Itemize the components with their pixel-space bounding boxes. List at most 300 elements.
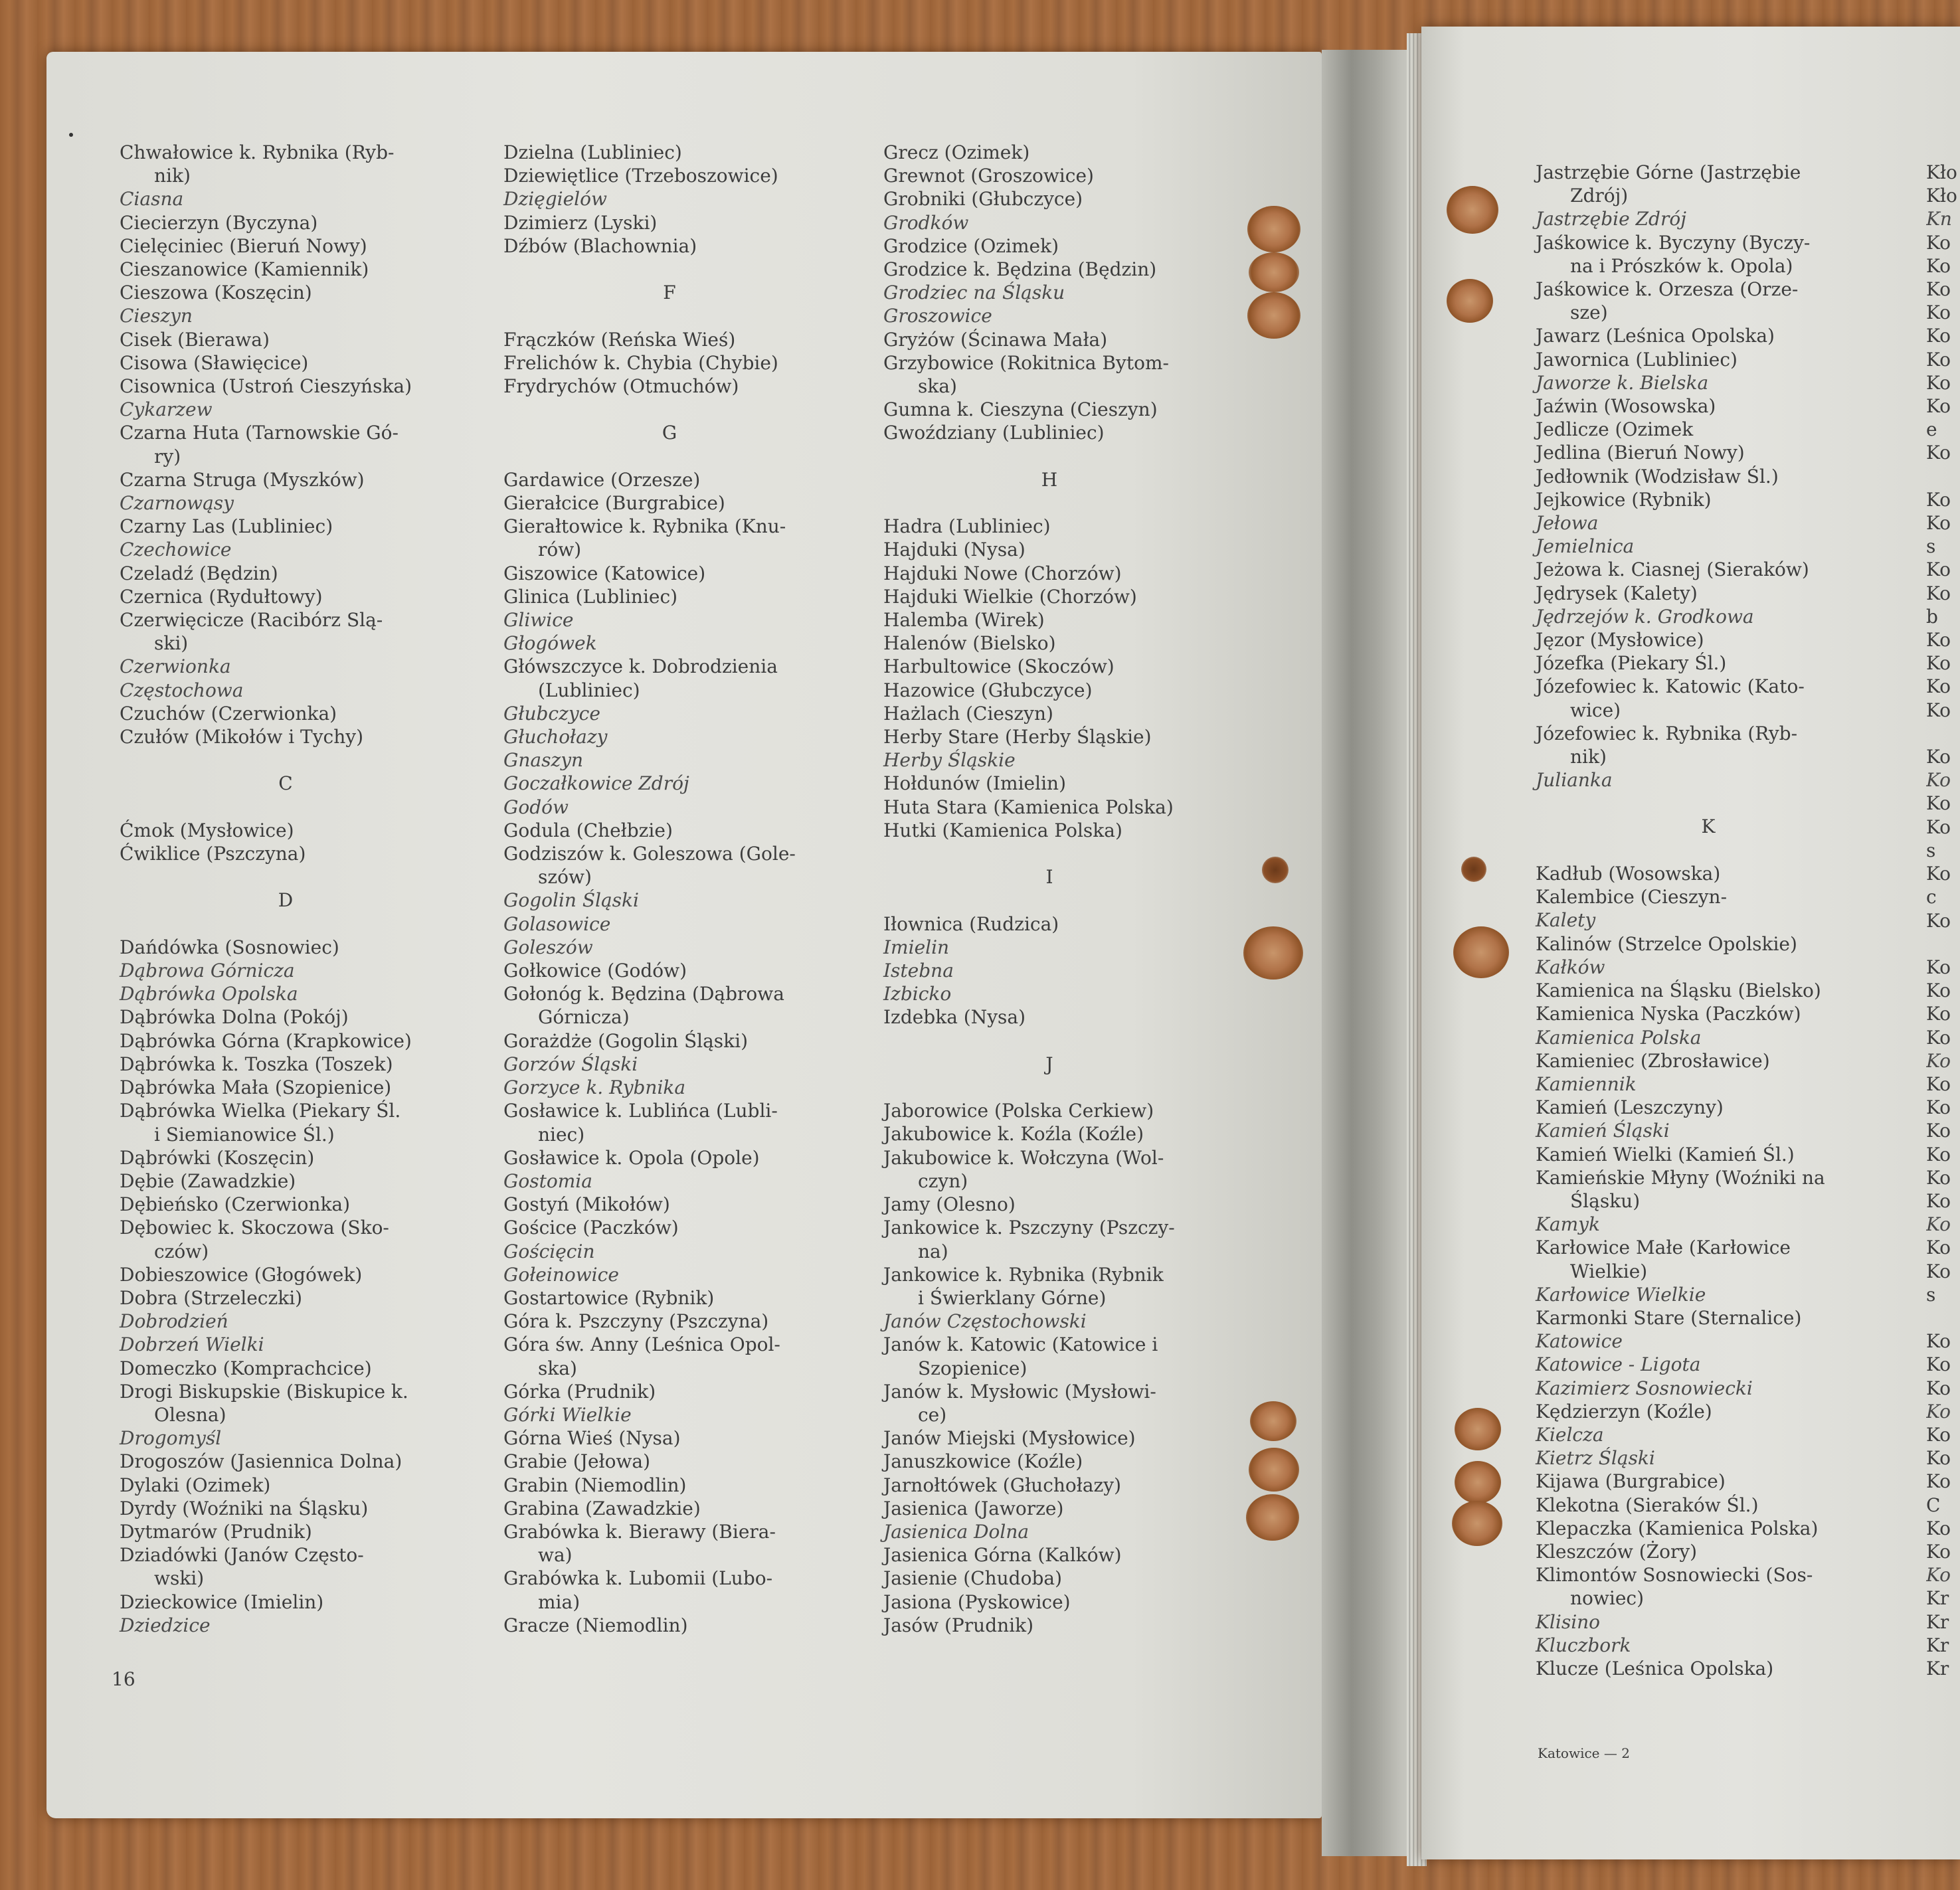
index-entry: Dzieckowice (Imielin) bbox=[120, 1590, 324, 1613]
index-entry: Gościęcin bbox=[503, 1240, 595, 1262]
index-entry: Dźbów (Blachownia) bbox=[503, 234, 697, 257]
section-letter: G bbox=[662, 422, 677, 444]
section-letter: I bbox=[1045, 866, 1053, 889]
index-entry: Jasiona (Pyskowice) bbox=[883, 1590, 1071, 1613]
index-entry: Góra k. Pszczyny (Pszczyna) bbox=[503, 1310, 769, 1333]
index-entry: Gryżów (Ścinawa Mała) bbox=[883, 328, 1108, 351]
index-entry: Dobrodzień bbox=[120, 1310, 228, 1333]
index-entry: Hajduki (Nysa) bbox=[883, 539, 1025, 561]
entry-continuation: i Świerklany Górne) bbox=[918, 1286, 1107, 1309]
index-entry: Grabina (Zawadzkie) bbox=[503, 1497, 701, 1519]
index-entry: Jarnołtówek (Głuchołazy) bbox=[883, 1474, 1122, 1496]
entry-continuation: czyn) bbox=[918, 1169, 968, 1192]
index-entry: Dyrdy (Woźniki na Śląsku) bbox=[120, 1497, 369, 1519]
index-entry: Izdebka (Nysa) bbox=[883, 1006, 1026, 1029]
index-entry: Ko bbox=[1926, 1540, 1951, 1563]
index-entry: Frelichów k. Chybia (Chybie) bbox=[503, 351, 778, 374]
index-entry: Grabin (Niemodlin) bbox=[503, 1474, 687, 1496]
index-entry: Janów k. Katowic (Katowice i bbox=[883, 1333, 1158, 1356]
index-entry: Kędzierzyn (Koźle) bbox=[1536, 1400, 1712, 1422]
signature-mark: Katowice — 2 bbox=[1538, 1745, 1630, 1761]
index-entry: Czerwięcicze (Racibórz Slą- bbox=[120, 609, 383, 632]
rust-stain bbox=[1243, 926, 1303, 980]
index-entry: Ko bbox=[1926, 1447, 1951, 1470]
rust-stain bbox=[1447, 279, 1493, 323]
index-entry: Dylaki (Ozimek) bbox=[120, 1474, 271, 1496]
rust-stain bbox=[1250, 1401, 1296, 1441]
entry-continuation: Szopienice) bbox=[918, 1357, 1027, 1379]
page-number: 16 bbox=[112, 1668, 135, 1690]
index-entry: Czarna Struga (Myszków) bbox=[120, 468, 365, 491]
entry-continuation: rów) bbox=[538, 539, 582, 561]
index-entry: Jamy (Olesno) bbox=[883, 1193, 1016, 1216]
index-entry: Jemielnica bbox=[1536, 535, 1635, 558]
index-entry: Cykarzew bbox=[120, 398, 213, 421]
index-entry: Iłownica (Rudzica) bbox=[883, 912, 1059, 935]
entry-continuation: Śląsku) bbox=[1570, 1189, 1641, 1212]
index-entry: Dąbrówka Mała (Szopienice) bbox=[120, 1076, 392, 1099]
index-entry: Czernica (Rydułtowy) bbox=[120, 585, 323, 608]
index-entry: Kło bbox=[1926, 185, 1957, 207]
index-entry: Groszowice bbox=[883, 305, 992, 327]
index-entry: Częstochowa bbox=[120, 679, 244, 701]
index-column-5-cut bbox=[1926, 161, 1960, 1680]
index-entry: Dąbrówka Dolna (Pokój) bbox=[120, 1006, 349, 1029]
index-column-2 bbox=[503, 141, 836, 1637]
index-entry: Goleszów bbox=[503, 936, 593, 958]
index-entry: s bbox=[1926, 1283, 1936, 1306]
index-entry: Kr bbox=[1926, 1634, 1949, 1656]
index-entry: Dobrzeń Wielki bbox=[120, 1333, 264, 1356]
index-entry: Czerwionka bbox=[120, 655, 231, 678]
index-entry: Ciecierzyn (Byczyna) bbox=[120, 211, 318, 234]
index-entry: Kamienica na Śląsku (Bielsko) bbox=[1536, 980, 1821, 1002]
index-entry: Jasów (Prudnik) bbox=[883, 1614, 1033, 1636]
index-entry: Frączków (Reńska Wieś) bbox=[503, 328, 736, 351]
index-entry: Drogoszów (Jasiennica Dolna) bbox=[120, 1450, 402, 1473]
rust-stain bbox=[1455, 1461, 1501, 1503]
index-entry: Kalety bbox=[1536, 909, 1596, 932]
index-entry: s bbox=[1926, 535, 1936, 558]
index-entry: Gorzyce k. Rybnika bbox=[503, 1076, 686, 1099]
index-entry: Dobieszowice (Głogówek) bbox=[120, 1263, 363, 1286]
index-entry: Gogolin Śląski bbox=[503, 889, 639, 912]
index-entry: Ko bbox=[1926, 1564, 1951, 1587]
index-entry: Dziewiętlice (Trzeboszowice) bbox=[503, 165, 778, 187]
index-entry bbox=[1926, 1306, 1960, 1330]
index-entry: Jedlina (Bieruń Nowy) bbox=[1536, 442, 1745, 464]
index-entry: Cieszowa (Koszęcin) bbox=[120, 282, 312, 304]
index-entry: Ko bbox=[1926, 792, 1951, 815]
entry-continuation: ska) bbox=[538, 1357, 577, 1379]
index-entry: Cielęciniec (Bieruń Nowy) bbox=[120, 234, 367, 257]
index-entry: Ko bbox=[1926, 909, 1951, 932]
index-entry: Dębie (Zawadzkie) bbox=[120, 1169, 296, 1192]
index-entry: Katowice bbox=[1536, 1330, 1623, 1353]
index-entry: Ko bbox=[1926, 1003, 1951, 1025]
index-entry: Ko bbox=[1926, 1143, 1951, 1165]
index-entry: Ko bbox=[1926, 1260, 1951, 1282]
entry-continuation: wski) bbox=[154, 1567, 205, 1590]
index-entry: Herby Stare (Herby Śląskie) bbox=[883, 726, 1152, 748]
index-entry bbox=[1926, 722, 1960, 745]
index-entry bbox=[1926, 932, 1960, 956]
index-entry: Czarna Huta (Tarnowskie Gó- bbox=[120, 422, 399, 444]
index-entry: Frydrychów (Otmuchów) bbox=[503, 375, 739, 398]
index-entry: Hazowice (Głubczyce) bbox=[883, 679, 1093, 701]
index-entry: Jaźwin (Wosowska) bbox=[1536, 395, 1716, 418]
entry-continuation: nik) bbox=[1570, 746, 1607, 768]
index-entry: Cisek (Bierawa) bbox=[120, 328, 270, 351]
index-entry: b bbox=[1926, 605, 1938, 628]
index-entry: Ko bbox=[1926, 301, 1951, 324]
entry-continuation: Olesna) bbox=[154, 1403, 226, 1426]
rust-stain bbox=[1249, 252, 1299, 292]
index-entry: Jastrzębie Górne (Jastrzębie bbox=[1536, 161, 1801, 183]
index-entry: Kamień Śląski bbox=[1536, 1120, 1670, 1142]
section-letter: D bbox=[278, 889, 294, 912]
rust-stain bbox=[1249, 1448, 1299, 1492]
index-entry: Górki Wielkie bbox=[503, 1403, 632, 1426]
index-entry: Kalinów (Strzelce Opolskie) bbox=[1536, 932, 1797, 955]
index-entry: Janów Miejski (Mysłowice) bbox=[883, 1427, 1136, 1450]
index-entry: Jankowice k. Pszczyny (Pszczy- bbox=[883, 1217, 1175, 1239]
index-entry: Kn bbox=[1926, 208, 1952, 230]
index-entry: Jastrzębie Zdrój bbox=[1536, 208, 1686, 230]
index-entry: Ko bbox=[1926, 371, 1951, 394]
section-letter: C bbox=[278, 772, 293, 795]
index-entry: Ko bbox=[1926, 1213, 1951, 1236]
entry-continuation: nik) bbox=[154, 165, 191, 187]
index-entry: Ko bbox=[1926, 1026, 1951, 1049]
index-entry: Hołdunów (Imielin) bbox=[883, 772, 1066, 795]
index-entry: Ko bbox=[1926, 1166, 1951, 1189]
index-entry: Czarny Las (Lubliniec) bbox=[120, 515, 333, 538]
index-entry: Grzybowice (Rokitnica Bytom- bbox=[883, 351, 1169, 374]
index-entry: Julianka bbox=[1536, 769, 1613, 792]
entry-continuation: szów) bbox=[538, 866, 592, 889]
index-entry: Dąbrowa Górnicza bbox=[120, 960, 295, 982]
entry-continuation: ce) bbox=[918, 1403, 947, 1426]
index-entry: Chwałowice k. Rybnika (Ryb- bbox=[120, 141, 395, 163]
index-entry: Kr bbox=[1926, 1658, 1949, 1679]
rust-stain bbox=[1247, 206, 1300, 252]
entry-continuation: Zdrój) bbox=[1570, 185, 1629, 207]
index-entry: Dębieńsko (Czerwionka) bbox=[120, 1193, 351, 1216]
index-entry: Jasienica Górna (Kalków) bbox=[883, 1544, 1122, 1567]
entry-continuation: ski) bbox=[154, 632, 189, 655]
index-entry: Gosławice k. Lublińca (Lubli- bbox=[503, 1100, 778, 1122]
index-entry: Gostomia bbox=[503, 1169, 592, 1192]
index-entry: Gołonóg k. Będzina (Dąbrowa bbox=[503, 983, 784, 1005]
entry-continuation: Górnicza) bbox=[538, 1006, 630, 1029]
index-entry: Karmonki Stare (Sternalice) bbox=[1536, 1306, 1802, 1329]
index-entry: Herby Śląskie bbox=[883, 749, 1016, 772]
index-entry: Jawornica (Lubliniec) bbox=[1536, 348, 1737, 371]
index-entry: Cieszanowice (Kamiennik) bbox=[120, 258, 369, 281]
index-entry: Główszczyce k. Dobrodzienia bbox=[503, 655, 778, 678]
index-entry: Ciasna bbox=[120, 188, 184, 211]
index-entry: Kalembice (Cieszyn- bbox=[1536, 886, 1728, 908]
index-entry: Cieszyn bbox=[120, 305, 193, 327]
index-entry: Gostartowice (Rybnik) bbox=[503, 1286, 715, 1309]
index-entry: Drogi Biskupskie (Biskupice k. bbox=[120, 1380, 408, 1403]
entry-continuation: mia) bbox=[538, 1590, 580, 1613]
index-entry: Kamień (Leszczyny) bbox=[1536, 1096, 1724, 1119]
index-entry: Dziedzice bbox=[120, 1614, 211, 1636]
index-entry: c bbox=[1926, 886, 1937, 908]
index-entry: Godula (Chełbzie) bbox=[503, 819, 673, 841]
index-entry: Gracze (Niemodlin) bbox=[503, 1614, 688, 1636]
index-entry: Jaworze k. Bielska bbox=[1536, 371, 1709, 394]
index-entry: Ko bbox=[1926, 1423, 1951, 1446]
index-entry: Dąbrówka k. Toszka (Toszek) bbox=[120, 1053, 393, 1075]
index-entry: Harbultowice (Skoczów) bbox=[883, 655, 1114, 678]
index-entry: Kamieńskie Młyny (Woźniki na bbox=[1536, 1166, 1825, 1189]
rust-stain bbox=[1455, 1408, 1501, 1450]
index-entry: Hajduki Nowe (Chorzów) bbox=[883, 562, 1122, 584]
index-entry: Gołeinowice bbox=[503, 1263, 619, 1286]
index-entry: Jankowice k. Rybnika (Rybnik bbox=[883, 1263, 1164, 1286]
index-entry: Kijawa (Burgrabice) bbox=[1536, 1470, 1726, 1493]
section-letter: K bbox=[1701, 816, 1716, 838]
index-entry: Ko bbox=[1926, 956, 1951, 978]
index-entry: Hażlach (Cieszyn) bbox=[883, 702, 1053, 725]
section-letter: F bbox=[663, 282, 676, 304]
index-entry bbox=[1926, 465, 1960, 488]
index-entry: Gostyń (Mikołów) bbox=[503, 1193, 670, 1216]
entry-continuation: Wielkie) bbox=[1570, 1260, 1648, 1282]
entry-continuation: na i Prószków k. Opola) bbox=[1570, 254, 1793, 277]
staple-hole bbox=[1262, 857, 1289, 883]
index-entry: Ko bbox=[1926, 582, 1951, 604]
index-entry: Janów k. Mysłowic (Mysłowi- bbox=[883, 1380, 1156, 1403]
index-entry: Jaśkowice k. Orzesza (Orze- bbox=[1536, 278, 1799, 301]
index-entry: Dębowiec k. Skoczowa (Sko- bbox=[120, 1217, 389, 1239]
index-entry: Jasienica (Jaworze) bbox=[883, 1497, 1064, 1519]
index-entry: Klisino bbox=[1536, 1610, 1601, 1633]
index-entry: C bbox=[1926, 1494, 1941, 1516]
index-entry: Dąbrówka Opolska bbox=[120, 983, 298, 1005]
entry-continuation: wice) bbox=[1570, 699, 1621, 721]
rust-stain bbox=[1247, 292, 1300, 339]
index-entry: Ko bbox=[1926, 325, 1951, 347]
index-entry: Dytmarów (Prudnik) bbox=[120, 1520, 312, 1543]
index-entry: Kamiennik bbox=[1536, 1073, 1637, 1095]
index-entry: Grabówka k. Lubomii (Lubo- bbox=[503, 1567, 773, 1590]
index-entry: Górka (Prudnik) bbox=[503, 1380, 656, 1403]
index-entry: Gierałtowice k. Rybnika (Knu- bbox=[503, 515, 786, 538]
entry-continuation: czów) bbox=[154, 1240, 209, 1262]
index-entry: Golasowice bbox=[503, 912, 611, 935]
index-entry: Jedłownik (Wodzisław Śl.) bbox=[1536, 465, 1779, 487]
index-entry: Kielcza bbox=[1536, 1423, 1604, 1446]
index-entry: Góra św. Anny (Leśnica Opol- bbox=[503, 1333, 780, 1356]
index-entry: Jakubowice k. Wołczyna (Wol- bbox=[883, 1146, 1164, 1169]
index-entry: Klimontów Sosnowiecki (Sos- bbox=[1536, 1564, 1813, 1587]
index-entry: Grabie (Jełowa) bbox=[503, 1450, 651, 1473]
index-entry: Dąbrówki (Koszęcin) bbox=[120, 1146, 315, 1169]
index-entry: Dąbrówka Wielka (Piekary Śl. bbox=[120, 1100, 401, 1122]
entry-continuation: sze) bbox=[1570, 301, 1608, 324]
rust-stain bbox=[1246, 1494, 1299, 1541]
index-entry: Jasienica Dolna bbox=[883, 1520, 1029, 1543]
index-entry: Huta Stara (Kamienica Polska) bbox=[883, 796, 1174, 818]
index-entry: Grodków bbox=[883, 211, 969, 234]
index-entry: Jawarz (Leśnica Opolska) bbox=[1536, 325, 1775, 347]
index-entry: Gorzów Śląski bbox=[503, 1053, 638, 1075]
index-entry: Czechowice bbox=[120, 539, 232, 561]
section-letter: J bbox=[1045, 1053, 1053, 1075]
index-entry: Grodzice (Ozimek) bbox=[883, 234, 1059, 257]
index-entry: Kamieniec (Zbrosławice) bbox=[1536, 1049, 1770, 1072]
index-entry: Kleszczów (Żory) bbox=[1536, 1540, 1698, 1563]
index-entry: Czeladź (Będzin) bbox=[120, 562, 278, 584]
index-entry: Godów bbox=[503, 796, 569, 818]
index-entry: Jakubowice k. Koźla (Koźle) bbox=[883, 1123, 1144, 1146]
index-entry: Kluczbork bbox=[1536, 1634, 1631, 1656]
index-entry: Ko bbox=[1926, 629, 1951, 651]
index-entry: Imielin bbox=[883, 936, 950, 958]
index-entry: Głogówek bbox=[503, 632, 597, 655]
index-entry: Ko bbox=[1926, 348, 1951, 371]
index-entry: Gościce (Paczków) bbox=[503, 1217, 679, 1239]
index-entry: Ko bbox=[1926, 675, 1951, 698]
entry-continuation: nowiec) bbox=[1570, 1587, 1644, 1610]
index-entry: Jędrzejów k. Grodkowa bbox=[1536, 605, 1754, 628]
index-entry: Gosławice k. Opola (Opole) bbox=[503, 1146, 760, 1169]
rust-stain bbox=[1453, 926, 1509, 978]
index-entry: Jęzor (Mysłowice) bbox=[1536, 629, 1704, 651]
index-entry: Ko bbox=[1926, 699, 1951, 721]
index-entry: Górna Wieś (Nysa) bbox=[503, 1427, 681, 1450]
index-entry: Ko bbox=[1926, 558, 1951, 581]
index-entry: Hutki (Kamienica Polska) bbox=[883, 819, 1122, 841]
index-entry: Ko bbox=[1926, 980, 1951, 1002]
index-entry: Gardawice (Orzesze) bbox=[503, 468, 701, 491]
index-entry: Józefowiec k. Rybnika (Ryb- bbox=[1536, 722, 1798, 744]
index-entry: Głubczyce bbox=[503, 702, 600, 725]
index-entry: Drogomyśl bbox=[120, 1427, 222, 1450]
index-entry: Domeczko (Komprachcice) bbox=[120, 1357, 372, 1379]
index-entry: Kamień Wielki (Kamień Śl.) bbox=[1536, 1143, 1795, 1165]
entry-continuation: na) bbox=[918, 1240, 948, 1262]
entry-continuation: wa) bbox=[538, 1544, 573, 1567]
index-entry: Hajduki Wielkie (Chorzów) bbox=[883, 585, 1137, 608]
index-entry: Grabówka k. Bierawy (Biera- bbox=[503, 1520, 776, 1543]
index-entry: Gwoździany (Lubliniec) bbox=[883, 422, 1105, 444]
index-entry: Hadra (Lubliniec) bbox=[883, 515, 1051, 538]
index-entry: Grewnot (Groszowice) bbox=[883, 165, 1094, 187]
index-entry: Gliwice bbox=[503, 609, 574, 632]
index-entry: Grecz (Ozimek) bbox=[883, 141, 1030, 163]
index-entry: Jeżowa k. Ciasnej (Sieraków) bbox=[1536, 558, 1809, 581]
index-entry: Jedlicze (Ozimek bbox=[1536, 418, 1694, 441]
index-entry: Ko bbox=[1926, 1517, 1951, 1539]
index-entry: Ko bbox=[1926, 1073, 1951, 1095]
index-entry: Karłowice Małe (Karłowice bbox=[1536, 1237, 1791, 1259]
index-entry: Ko bbox=[1926, 769, 1951, 792]
index-entry: Ko bbox=[1926, 1237, 1951, 1259]
index-entry: Gnaszyn bbox=[503, 749, 584, 772]
index-entry: Kło bbox=[1926, 161, 1957, 183]
index-entry: s bbox=[1926, 839, 1936, 861]
index-entry: Gorażdże (Gogolin Śląski) bbox=[503, 1029, 749, 1052]
index-entry: Ko bbox=[1926, 1400, 1951, 1422]
index-entry: Józefowiec k. Katowic (Kato- bbox=[1536, 675, 1805, 698]
index-entry: Jełowa bbox=[1536, 512, 1599, 535]
index-entry: Czuchów (Czerwionka) bbox=[120, 702, 337, 725]
index-entry: Ko bbox=[1926, 1189, 1951, 1212]
index-entry: e bbox=[1926, 418, 1937, 441]
index-entry: Gumna k. Cieszyna (Cieszyn) bbox=[883, 398, 1158, 421]
index-entry: Grodziec na Śląsku bbox=[883, 282, 1065, 304]
index-entry: Jejkowice (Rybnik) bbox=[1536, 488, 1712, 511]
index-entry: Józefka (Piekary Śl.) bbox=[1536, 652, 1727, 675]
index-entry: Grodzice k. Będzina (Będzin) bbox=[883, 258, 1157, 281]
index-entry: Klucze (Leśnica Opolska) bbox=[1536, 1657, 1774, 1679]
entry-continuation: i Siemianowice Śl.) bbox=[154, 1123, 335, 1146]
index-entry: Kietrz Śląski bbox=[1536, 1447, 1655, 1470]
index-entry: Ko bbox=[1926, 442, 1951, 464]
index-entry: Ko bbox=[1926, 863, 1951, 885]
index-entry: Ćmok (Mysłowice) bbox=[120, 819, 294, 841]
index-entry: Czułów (Mikołów i Tychy) bbox=[120, 726, 363, 748]
index-entry: Karłowice Wielkie bbox=[1536, 1283, 1706, 1306]
index-column-1 bbox=[120, 141, 452, 1637]
index-entry: Głuchołazy bbox=[503, 726, 608, 748]
index-entry: Ćwiklice (Pszczyna) bbox=[120, 843, 306, 865]
index-entry: Czarnowąsy bbox=[120, 492, 234, 515]
index-entry: Janów Częstochowski bbox=[883, 1310, 1087, 1333]
index-entry: Klekotna (Sieraków Śl.) bbox=[1536, 1494, 1759, 1516]
entry-continuation: ska) bbox=[918, 375, 957, 398]
index-entry: Kamienica Polska bbox=[1536, 1026, 1702, 1049]
index-entry: Ko bbox=[1926, 395, 1951, 418]
index-entry: Cisowa (Sławięcice) bbox=[120, 351, 309, 374]
index-entry: Ko bbox=[1926, 1470, 1951, 1493]
index-entry: Ko bbox=[1926, 254, 1951, 277]
index-entry: Dzielna (Lubliniec) bbox=[503, 141, 682, 163]
index-entry: Ko bbox=[1926, 1049, 1951, 1072]
entry-continuation: (Lubliniec) bbox=[538, 679, 640, 701]
index-entry: Kr bbox=[1926, 1610, 1949, 1633]
rust-stain bbox=[1447, 186, 1498, 234]
index-entry: Januszkowice (Koźle) bbox=[883, 1450, 1083, 1473]
index-entry: Kadłub (Wosowska) bbox=[1536, 863, 1721, 885]
index-entry: Izbicko bbox=[883, 983, 952, 1005]
index-entry: Halenów (Bielsko) bbox=[883, 632, 1056, 655]
index-entry: Dańdówka (Sosnowiec) bbox=[120, 936, 339, 958]
index-entry: Istebna bbox=[883, 960, 954, 982]
index-entry: Dziadówki (Janów Często- bbox=[120, 1544, 364, 1567]
index-entry: Jasienie (Chudoba) bbox=[883, 1567, 1063, 1590]
section-letter: H bbox=[1041, 468, 1058, 491]
index-entry: Ko bbox=[1926, 1120, 1951, 1142]
index-entry: Jaborowice (Polska Cerkiew) bbox=[883, 1100, 1154, 1122]
ink-dot bbox=[69, 133, 73, 137]
index-entry: Dąbrówka Górna (Krapkowice) bbox=[120, 1029, 412, 1052]
entry-continuation: ry) bbox=[154, 445, 181, 468]
index-entry: Ko bbox=[1926, 1330, 1951, 1353]
index-entry: Ko bbox=[1926, 1353, 1951, 1376]
index-entry: Ko bbox=[1926, 231, 1951, 254]
index-entry: Cisownica (Ustroń Cieszyńska) bbox=[120, 375, 412, 398]
index-entry: Kamienica Nyska (Paczków) bbox=[1536, 1003, 1801, 1025]
index-entry: Glinica (Lubliniec) bbox=[503, 585, 678, 608]
index-entry: Goczałkowice Zdrój bbox=[503, 772, 689, 795]
index-entry: Ko bbox=[1926, 652, 1951, 675]
